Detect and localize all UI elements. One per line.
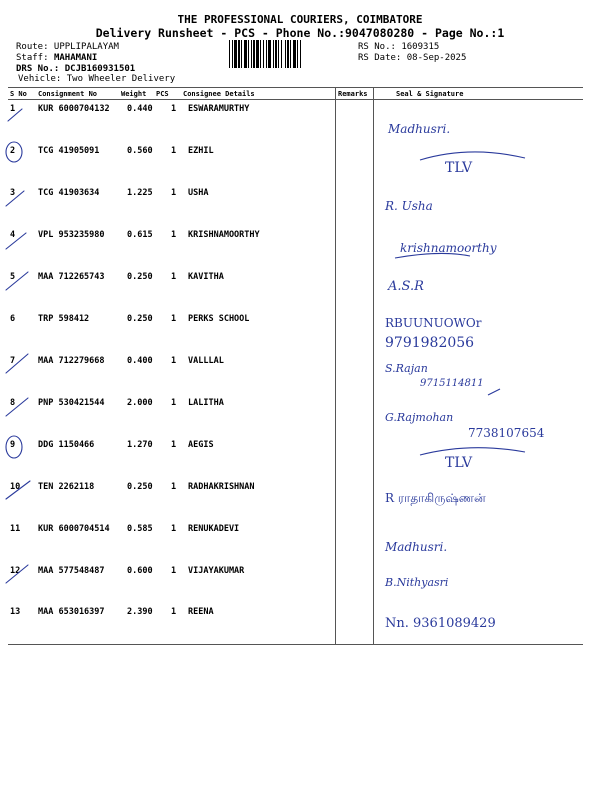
row-sno: 2 — [10, 146, 16, 156]
signature-stroke — [420, 152, 525, 160]
row-weight: 0.250 — [127, 272, 153, 282]
row-sno: 3 — [10, 188, 16, 198]
row-consignee: REENA — [188, 607, 214, 617]
signature-text: Madhusri. — [388, 122, 451, 136]
row-sno: 7 — [10, 356, 16, 366]
barcode-image — [229, 40, 353, 68]
row-pcs: 1 — [171, 356, 177, 366]
column-header-consignment: Consignment No — [38, 90, 98, 98]
signature-text: S.Rajan — [385, 362, 428, 375]
row-sno: 10 — [10, 482, 21, 492]
row-weight: 1.270 — [127, 440, 153, 450]
remarks-column-divider — [335, 88, 336, 644]
rs-number: RS No.: 1609315 — [358, 42, 440, 52]
row-consignee: AEGIS — [188, 440, 214, 450]
signature-text: R. Usha — [385, 199, 433, 213]
row-pcs: 1 — [171, 272, 177, 282]
staff-name: MAHAMANI — [53, 53, 98, 63]
row-consignment-no: TCG 41905091 — [38, 146, 100, 156]
signature-text: R ராதாகிருஷ்ணன் — [385, 491, 486, 505]
vehicle-text: Vehicle: Two Wheeler Delivery — [18, 74, 176, 84]
row-pcs: 1 — [171, 146, 177, 156]
runsheet-subtitle: Delivery Runsheet - PCS - Phone No.:9047080280 - Page No.:1 — [95, 26, 505, 40]
signature-text: G.Rajmohan — [385, 411, 454, 424]
row-sno: 5 — [10, 272, 16, 282]
tick-marks — [6, 109, 30, 583]
row-pcs: 1 — [171, 482, 177, 492]
row-pcs: 1 — [171, 230, 177, 240]
row-pcs: 1 — [171, 104, 177, 114]
row-consignee: KAVITHA — [188, 272, 224, 282]
row-consignee: USHA — [188, 188, 209, 198]
row-weight: 2.390 — [127, 607, 153, 617]
row-weight: 0.250 — [127, 314, 153, 324]
column-header-consignee: Consignee Details — [183, 90, 255, 98]
row-sno: 1 — [10, 104, 16, 114]
row-pcs: 1 — [171, 188, 177, 198]
column-header-weight: Weight — [121, 90, 147, 98]
signature-text: Nn. 9361089429 — [385, 616, 496, 631]
row-consignee: EZHIL — [188, 146, 214, 156]
signature-text: krishnamoorthy — [400, 241, 497, 255]
row-consignee: KRISHNAMOORTHY — [188, 230, 260, 240]
row-weight: 0.585 — [127, 524, 153, 534]
signature-text: 7738107654 — [468, 426, 545, 440]
row-consignment-no: KUR 6000704514 — [38, 524, 110, 534]
rs-date: RS Date: 08-Sep-2025 — [358, 53, 467, 63]
row-consignment-no: MAA 712265743 — [38, 272, 105, 282]
row-consignee: PERKS SCHOOL — [188, 314, 250, 324]
row-consignment-no: TEN 2262118 — [38, 482, 95, 492]
row-weight: 0.615 — [127, 230, 153, 240]
row-pcs: 1 — [171, 440, 177, 450]
row-pcs: 1 — [171, 398, 177, 408]
column-header-remarks: Remarks — [338, 90, 368, 98]
signature-text: RBUUNUOWOr — [385, 316, 482, 330]
signature-text: 9791982056 — [385, 335, 475, 351]
row-weight: 0.440 — [127, 104, 153, 114]
row-weight: 0.600 — [127, 566, 153, 576]
seal-column-divider — [373, 88, 374, 644]
signature-text: 9715114811 — [420, 378, 484, 389]
row-consignment-no: MAA 577548487 — [38, 566, 105, 576]
row-consignment-no: TCG 41903634 — [38, 188, 100, 198]
row-sno: 12 — [10, 566, 21, 576]
column-header-pcs: PCS — [156, 90, 169, 98]
signature-text: Madhusri. — [385, 540, 448, 554]
row-weight: 0.400 — [127, 356, 153, 366]
row-consignment-no: MAA 712279668 — [38, 356, 105, 366]
signature-text: B.Nithyasri — [385, 576, 449, 589]
column-header-seal: Seal & Signature — [396, 90, 464, 98]
row-pcs: 1 — [171, 314, 177, 324]
staff-line — [16, 53, 97, 63]
row-pcs: 1 — [171, 566, 177, 576]
table-top-border — [8, 87, 583, 88]
row-consignee: ESWARAMURTHY — [188, 104, 250, 114]
staff-label: Staff: — [16, 53, 49, 63]
row-consignee: VIJAYAKUMAR — [188, 566, 245, 576]
signature-strokes — [395, 152, 525, 455]
route-text: Route: UPPLIPALAYAM — [16, 42, 119, 52]
row-consignment-no: KUR 6000704132 — [38, 104, 110, 114]
row-weight: 1.225 — [127, 188, 153, 198]
signature-text: A.S.R — [388, 279, 424, 294]
tick-mark — [6, 233, 26, 249]
table-bottom-border — [8, 644, 583, 645]
row-sno: 8 — [10, 398, 16, 408]
row-consignment-no: MAA 653016397 — [38, 607, 105, 617]
row-pcs: 1 — [171, 607, 177, 617]
signature-text: TLV — [445, 160, 473, 176]
company-title: THE PROFESSIONAL COURIERS, COIMBATORE — [177, 13, 423, 26]
row-sno: 4 — [10, 230, 16, 240]
row-consignee: LALITHA — [188, 398, 224, 408]
row-consignment-no: TRP 598412 — [38, 314, 90, 324]
table-header-border — [8, 99, 583, 100]
row-pcs: 1 — [171, 524, 177, 534]
signature-stroke — [488, 389, 500, 395]
row-consignment-no: VPL 953235980 — [38, 230, 105, 240]
row-consignee: RADHAKRISHNAN — [188, 482, 255, 492]
row-consignee: RENUKADEVI — [188, 524, 240, 534]
row-consignment-no: PNP 530421544 — [38, 398, 105, 408]
signature-stroke — [395, 253, 470, 258]
column-header-sno: S No — [10, 90, 27, 98]
row-sno: 13 — [10, 607, 21, 617]
signature-text: TLV — [445, 455, 473, 471]
row-sno: 9 — [10, 440, 16, 450]
row-consignment-no: DDG 1150466 — [38, 440, 95, 450]
row-consignee: VALLLAL — [188, 356, 224, 366]
drs-number: DRS No.: DCJB160931501 — [16, 64, 136, 74]
row-weight: 0.560 — [127, 146, 153, 156]
row-weight: 2.000 — [127, 398, 153, 408]
row-weight: 0.250 — [127, 482, 153, 492]
row-sno: 6 — [10, 314, 16, 324]
signature-stroke — [420, 448, 525, 455]
row-sno: 11 — [10, 524, 21, 534]
